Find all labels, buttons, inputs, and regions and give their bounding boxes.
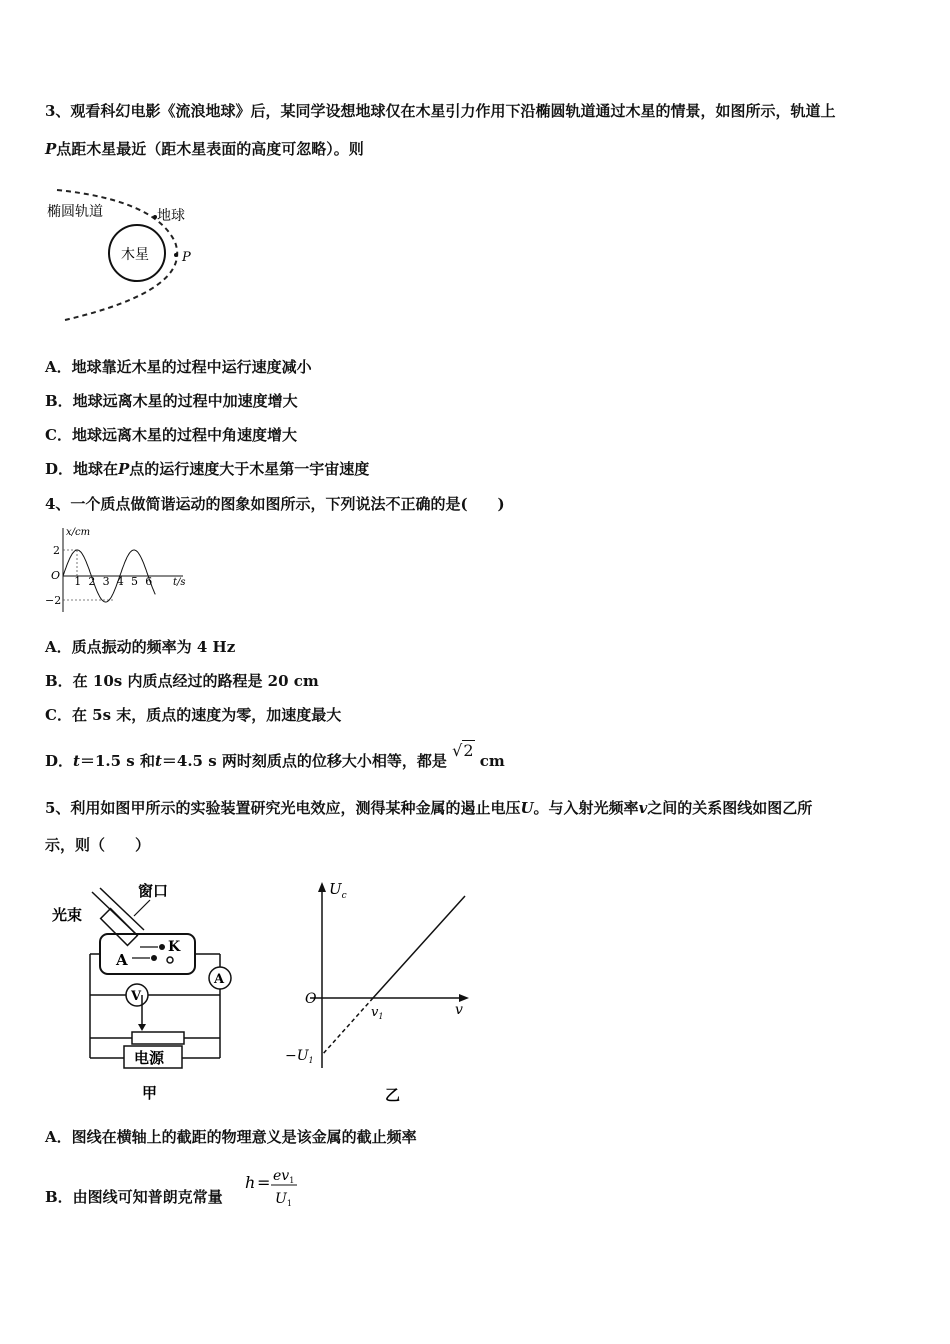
solid-line [373,896,465,998]
q4-option-d[interactable] [45,741,505,771]
q4-option-d-t2: t [154,752,162,770]
q3-stem-line2-rest: 点距木星最近（距木星表面的高度可忽略）。则 [56,140,364,158]
q3-option-c[interactable]: C．地球远离木星的过程中角速度增大 [45,426,297,444]
q4-shm-graph [45,522,195,614]
nu1-label: $v_1$ [371,1005,384,1021]
y-axis-arrow [318,882,326,892]
q5-stem-v: v [638,799,648,817]
y-tick-pos: 2 [53,544,60,557]
cathode-dot-3 [167,957,173,963]
q5-stem-line2: 示，则（ ） [45,836,151,854]
q4-option-d-unit: cm [479,752,505,770]
window-label: 窗口 [138,882,169,900]
q4-option-b[interactable]: B．在 10s 内质点经过的路程是 20 cm [45,672,319,690]
anode-label: A [116,951,128,969]
x-tick-4: 4 [116,575,124,588]
q3-option-d-pre: D．地球在 [45,460,119,478]
sqrt-symbol: √ [452,741,463,760]
q3-stem-line2 [45,139,364,159]
origin-label: O [305,991,317,1007]
x-axis-arrow [459,994,469,1002]
window-tube [101,909,138,946]
q3-stem-line1: 3、观看科幻电影《流浪地球》后，某同学设想地球仅在木星引力作用下沿椭圆轨道通过木星的情景，如图所示，轨道上 [45,102,836,120]
x-axis-label: v [455,1002,463,1018]
q5-option-b-text: B．由图线可知普朗克常量 [45,1188,223,1206]
jupiter-label: 木星 [121,247,149,263]
x-tick-2: 2 [88,575,96,588]
window-pointer [134,900,150,916]
formula-numerator: $ev_1$ [273,1168,295,1185]
q5-option-b[interactable] [45,1187,223,1207]
power-source-label: 电源 [134,1049,165,1067]
beam-label: 光束 [52,906,83,924]
q5-stem-pre: 5、利用如图甲所示的实验装置研究光电效应，测得某种金属的遏止电压 [45,799,521,817]
figure-jia-caption: 甲 [142,1084,158,1102]
point-p-label: P [182,250,191,265]
x-axis-label: t/s [173,577,186,588]
q3-option-a[interactable]: A．地球靠近木星的过程中运行速度减小 [45,358,312,376]
x-tick-1: 1 [74,575,82,588]
formula-h: h [245,1173,256,1192]
q3-point-var: P [45,140,57,158]
q5-stem-post: 之间的关系图线如图乙所 [647,799,813,817]
q5-option-a[interactable]: A．图线在横轴上的截距的物理意义是该金属的截止频率 [45,1128,417,1146]
x-tick-3: 3 [102,575,110,588]
q4-option-c[interactable]: C．在 5s 末，质点的速度为零，加速度最大 [45,706,342,724]
rheostat [132,1032,184,1044]
q5-uc-graph [285,878,475,1103]
q3-option-b[interactable]: B．地球远离木星的过程中加速度增大 [45,392,298,410]
q3-orbit-figure [45,180,215,330]
q4-option-d-t1: t [73,752,80,770]
q4-option-d-mid1: ＝1.5 s 和 [79,752,155,770]
figure-yi-caption: 乙 [385,1086,401,1104]
q3-option-d[interactable] [45,459,369,479]
orbit-label: 椭圆轨道 [47,204,103,220]
q5-stem-mid: 。与入射光频率 [533,799,639,817]
slider-arrow [138,1024,146,1031]
voltmeter-label: V [131,989,142,1004]
q3-option-d-post: 点的运行速度大于木星第一宇宙速度 [129,460,370,478]
q4-option-a[interactable]: A．质点振动的频率为 4 Hz [45,638,236,656]
planck-formula [243,1163,303,1211]
q4-option-d-pre: D． [45,752,74,770]
y-axis-label: $U_c$ [329,880,347,901]
q4-stem: 4、一个质点做简谐运动的图象如图所示，下列说法不正确的是( ) [45,495,505,513]
formula-denominator: $U_1$ [275,1191,292,1208]
sqrt-radicand: 2 [463,741,474,760]
x-tick-6: 6 [145,575,153,588]
cathode-dot-2 [151,955,157,961]
formula-eq: = [257,1173,271,1192]
ammeter-label: A [214,972,225,987]
x-tick-5: 5 [131,575,138,588]
sqrt-expression [452,741,474,761]
phototube [100,934,195,974]
cathode-dot-1 [159,944,165,950]
cathode-label: K [168,939,181,955]
earth-label: 地球 [157,208,185,224]
neg-U1-label: $-U_1$ [285,1048,314,1065]
dashed-extension [322,998,373,1055]
q4-option-d-mid2: ＝4.5 s 两时刻质点的位移大小相等，都是 [161,752,447,770]
y-tick-neg: −2 [45,594,62,607]
q5-circuit-figure [50,878,250,1103]
q3-option-d-var: P [118,460,130,478]
origin-label: O [51,569,61,582]
point-p-dot [174,253,178,257]
y-axis-label: x/cm [66,527,91,538]
q5-stem-U: U [520,799,534,817]
q5-stem-line1 [45,798,812,818]
